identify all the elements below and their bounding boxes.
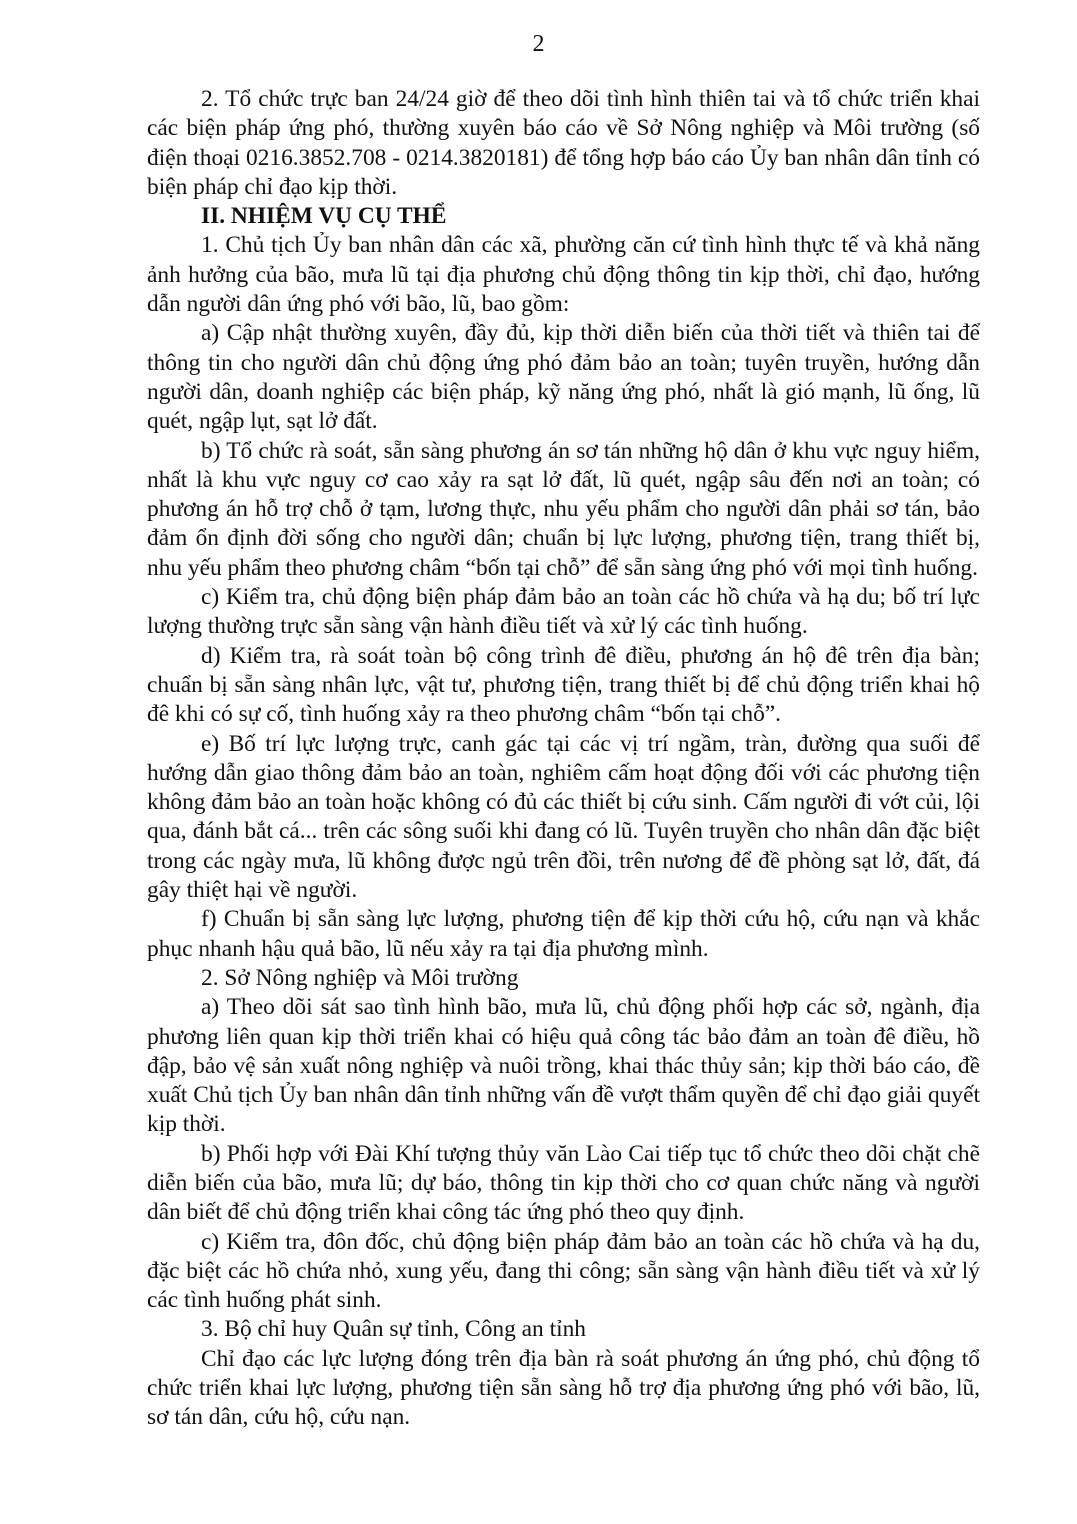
paragraph-task-2: 2. Sở Nông nghiệp và Môi trường <box>201 964 519 991</box>
paragraph-task-1a: a) Cập nhật thường xuyên, đầy đủ, kịp thời diễn biến của thời tiết và thiên tai để thông tin cho người dân chủ động ứng phó đảm bảo an toàn; tuyên truyền, hướng dẫn người dân, doanh nghiệp các biện pháp, kỹ năng ứng phó, nhất là gió mạnh, lũ ống, lũ quét, ngập lụt, sạt lở đất. <box>147 320 980 435</box>
paragraph-task-1: 1. Chủ tịch Ủy ban nhân dân các xã, phường căn cứ tình hình thực tế và khả năng ảnh hưởng của bão, mưa lũ tại địa phương chủ động thông tin kịp thời, chỉ đạo, hướng dẫn người dân ứng phó với bão, lũ, bao gồm: <box>147 232 980 318</box>
paragraph-task-3-body: Chỉ đạo các lực lượng đóng trên địa bàn rà soát phương án ứng phó, chủ động tổ chức triển khai lực lượng, phương tiện sẵn sàng hỗ trợ địa phương ứng phó với bão, lũ, sơ tán dân, cứu hộ, cứu nạn. <box>147 1345 980 1431</box>
paragraph-task-2a: a) Theo dõi sát sao tình hình bão, mưa lũ, chủ động phối hợp các sở, ngành, địa phương liên quan kịp thời triển khai có hiệu quả công tác bảo đảm an toàn đê điều, hồ đập, bảo vệ sản xuất nông nghiệp và nuôi trồng, khai thác thủy sản; kịp thời báo cáo, đề xuất Chủ tịch Ủy ban nhân dân tỉnh những vấn đề vượt thẩm quyền để chỉ đạo giải quyết kịp thời. <box>147 994 980 1138</box>
page-number: 2 <box>532 31 545 57</box>
paragraph-task-1c: c) Kiểm tra, chủ động biện pháp đảm bảo an toàn các hồ chứa và hạ du; bố trí lực lượng thường trực sẵn sàng vận hành điều tiết và xử lý các tình huống. <box>147 584 980 640</box>
paragraph-task-3: 3. Bộ chỉ huy Quân sự tỉnh, Công an tỉnh <box>201 1316 586 1343</box>
paragraph-reporting: 2. Tổ chức trực ban 24/24 giờ để theo dõi tình hình thiên tai và tổ chức triển khai các biện pháp ứng phó, thường xuyên báo cáo về Sở Nông nghiệp và Môi trường (số điện thoại 0216.3852.708 - 0214.3820181) để tổng hợp báo cáo Ủy ban nhân dân tỉnh có biện pháp chỉ đạo kịp thời. <box>147 86 980 200</box>
paragraph-task-1e: e) Bố trí lực lượng trực, canh gác tại các vị trí ngầm, tràn, đường qua suối để hướng dẫn giao thông đảm bảo an toàn, nghiêm cấm hoạt động đối với các phương tiện không đảm bảo an toàn hoặc không có đủ các thiết bị cứu sinh. Cấm người đi vớt củi, lội qua, đánh bắt cá... trên các sông suối khi đang có lũ. Tuyên truyền cho nhân dân đặc biệt trong các ngày mưa, lũ không được ngủ trên đồi, trên nương để đề phòng sạt lở, đất, đá gây thiệt hại về người. <box>147 730 980 904</box>
document-body <box>147 85 980 1433</box>
paragraph-task-1d: d) Kiểm tra, rà soát toàn bộ công trình đê điều, phương án hộ đê trên địa bàn; chuẩn bị sẵn sàng nhân lực, vật tư, phương tiện, trang thiết bị để chủ động triển khai hộ đê khi có sự cố, tình huống xảy ra theo phương châm “bốn tại chỗ”. <box>147 642 980 728</box>
paragraph-task-1f: f) Chuẩn bị sẵn sàng lực lượng, phương tiện để kịp thời cứu hộ, cứu nạn và khắc phục nhanh hậu quả bão, lũ nếu xảy ra tại địa phương mình. <box>147 906 980 962</box>
paragraph-task-1b: b) Tổ chức rà soát, sẵn sàng phương án sơ tán những hộ dân ở khu vực nguy hiểm, nhất là khu vực nguy cơ cao xảy ra sạt lở đất, lũ quét, ngập sâu đến nơi an toàn; có phương án hỗ trợ chỗ ở tạm, lương thực, nhu yếu phẩm cho người dân phải sơ tán, bảo đảm ổn định đời sống cho người dân; chuẩn bị lực lượng, phương tiện, trang thiết bị, nhu yếu phẩm theo phương châm “bốn tại chỗ” để sẵn sàng ứng phó với mọi tình huống. <box>147 437 980 581</box>
paragraph-task-2c: c) Kiểm tra, đôn đốc, chủ động biện pháp đảm bảo an toàn các hồ chứa và hạ du, đặc biệt các hồ chứa nhỏ, xung yếu, đang thi công; sẵn sàng vận hành điều tiết và xử lý các tình huống phát sinh. <box>147 1228 980 1314</box>
section-heading: II. NHIỆM VỤ CỤ THỂ <box>201 203 447 230</box>
paragraph-task-2b: b) Phối hợp với Đài Khí tượng thủy văn Lào Cai tiếp tục tổ chức theo dõi chặt chẽ diễn biến của bão, mưa lũ; dự báo, thông tin kịp thời cho cơ quan chức năng và người dân biết để chủ động triển khai công tác ứng phó theo quy định. <box>147 1140 980 1226</box>
